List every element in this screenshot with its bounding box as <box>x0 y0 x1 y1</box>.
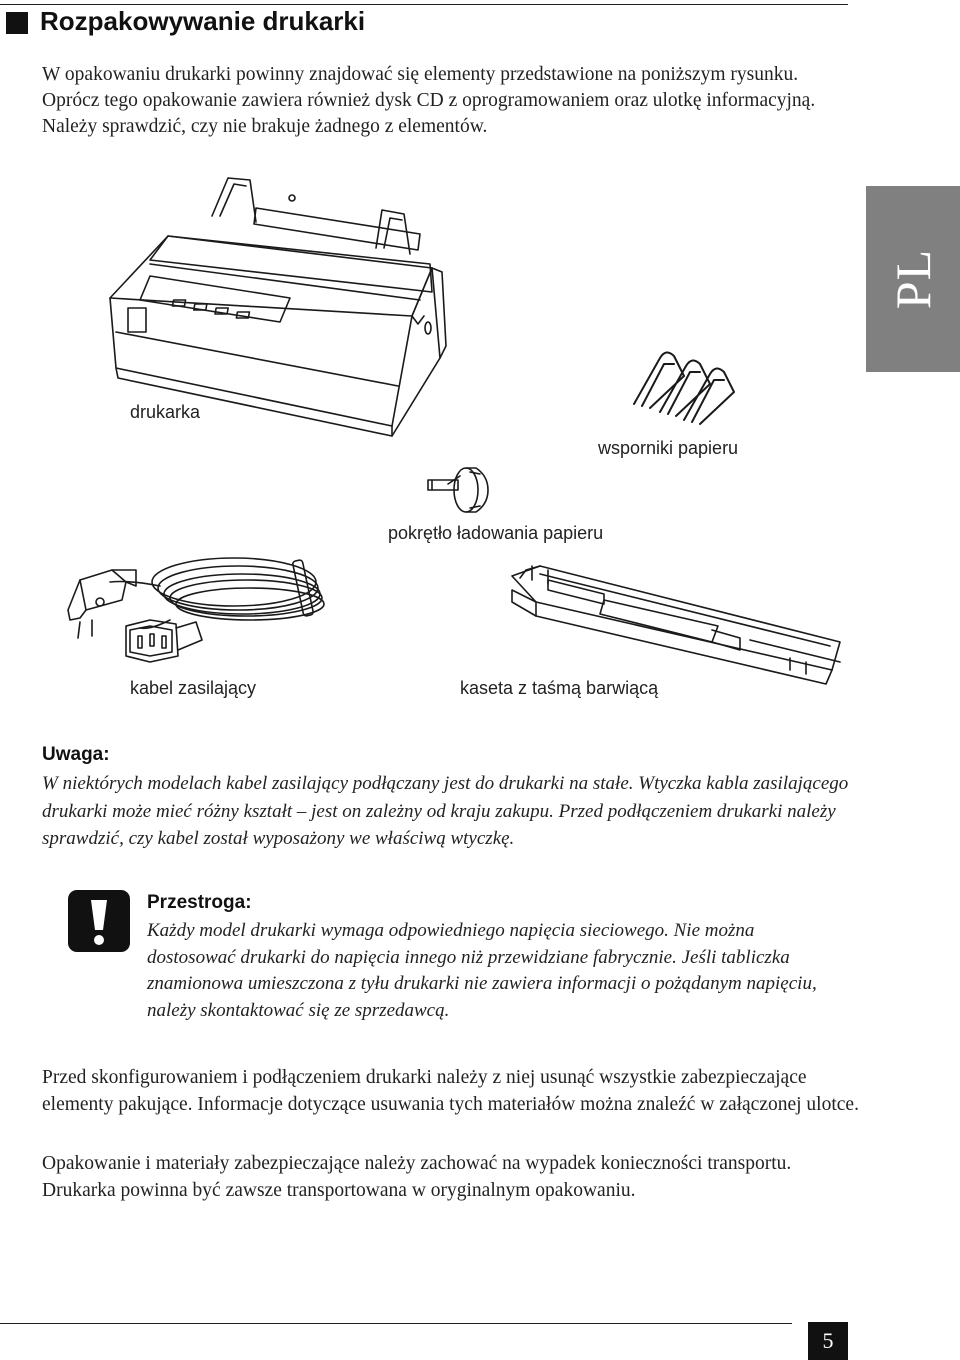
paragraph-keep-packaging: Opakowanie i materiały zabezpieczające należy zachować na wypadek konieczności transportu. Drukarka powinna być zawsze transportowana w oryginalnym opakowaniu. <box>42 1153 792 1201</box>
caution-heading: Przestroga: <box>147 892 252 913</box>
exclamation-glyph <box>68 890 130 952</box>
printer-drawing <box>110 178 446 436</box>
bottom-rule <box>0 1323 792 1324</box>
exclamation-icon <box>68 890 130 952</box>
paper-supports-drawing <box>634 352 734 424</box>
label-power-cable: kabel zasilający <box>130 678 257 698</box>
label-ribbon-cartridge: kaseta z taśmą barwiącą <box>460 678 659 698</box>
page-number: 5 <box>808 1322 848 1360</box>
note-text: W niektórych modelach kabel zasilający podłączany jest do drukarki na stałe. Wtyczka kabla zasilającego drukarki może mieć różny kształt – jest on zależny od kraju zakupu. Przed podłączeniem drukarki należy sprawdzić, czy kabel został wyposażony we właściwą wtyczkę. <box>42 773 849 849</box>
ribbon-cartridge-drawing <box>512 566 840 684</box>
section-title: Rozpakowywanie drukarki <box>40 6 366 36</box>
language-tab-label: PL <box>885 248 941 310</box>
caution-text: Każdy model drukarki wymaga odpowiedniego napięcia sieciowego. Nie można dostosować drukarki do napięcia innego niż przewidziane fabrycznie. Jeśli tabliczka znamionowa umieszczona z tyłu drukarki nie zawiera informacji o pożądanym napięciu, należy skontaktować się ze sprzedawcą. <box>147 920 817 1021</box>
section-bullet-square <box>6 12 28 34</box>
top-rule <box>0 4 848 5</box>
power-cable-drawing <box>68 558 324 662</box>
contents-figure <box>0 150 860 720</box>
language-tab <box>866 186 960 372</box>
knob-drawing <box>428 468 488 512</box>
paragraph-remove-packaging: Przed skonfigurowaniem i podłączeniem drukarki należy z niej usunąć wszystkie zabezpieczające elementy pakujące. Informacje dotyczące usuwania tych materiałów można znaleźć w załączonej ulotce. <box>42 1067 859 1115</box>
label-knob: pokrętło ładowania papieru <box>388 523 604 543</box>
label-printer: drukarka <box>130 402 201 422</box>
intro-paragraph: W opakowaniu drukarki powinny znajdować się elementy przedstawione na poniższym rysunku. Oprócz tego opakowanie zawiera również dysk CD z oprogramowaniem oraz ulotkę informacyjną. Należy sprawdzić, czy nie brakuje żadnego z elementów. <box>42 64 816 137</box>
contents-illustration <box>0 150 860 720</box>
label-paper-supports: wsporniki papieru <box>598 438 739 458</box>
note-heading: Uwaga: <box>42 744 110 765</box>
